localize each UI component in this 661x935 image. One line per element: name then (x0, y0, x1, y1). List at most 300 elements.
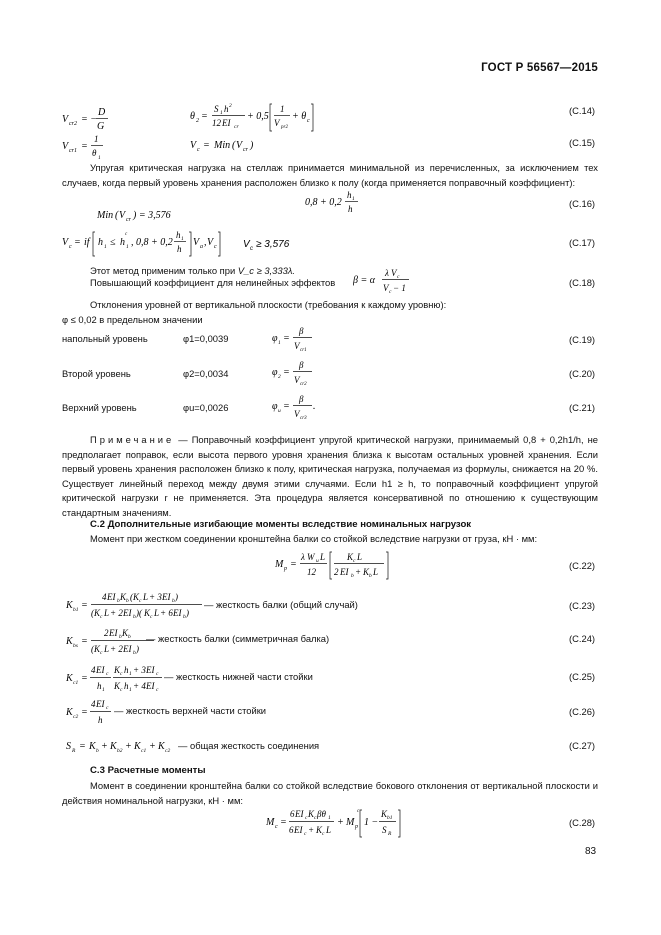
eq-number-c22: (С.22) (569, 560, 596, 571)
svg-text:EI: EI (146, 681, 155, 691)
svg-text:1 −: 1 − (364, 817, 379, 828)
level-value-floor: φ1=0,0039 (183, 333, 229, 344)
eq-number-c21: (С.21) (569, 402, 596, 413)
svg-text:.: . (313, 401, 316, 412)
svg-text:=: = (79, 741, 86, 752)
desc-c26: — жесткость верхней части стойки (114, 705, 267, 716)
svg-text:) = 3,576: ) = 3,576 (133, 210, 171, 221)
paragraph-elastic-load (62, 161, 598, 190)
svg-text:(: ( (91, 608, 94, 618)
svg-text:cr: cr (243, 147, 248, 153)
svg-text:=: = (283, 367, 290, 378)
svg-text:K: K (66, 673, 73, 684)
svg-text:βθ: βθ (317, 809, 326, 819)
svg-text:1: 1 (126, 244, 129, 250)
svg-text:V: V (243, 239, 250, 250)
formula-c28 (266, 806, 406, 843)
formula-c17-right (243, 236, 303, 255)
formula-c18 (353, 266, 423, 299)
svg-text:K: K (363, 567, 370, 577)
svg-text:EI: EI (295, 809, 304, 819)
svg-text:b1: b1 (73, 607, 79, 613)
formula-c17-left-graphic (62, 228, 222, 260)
svg-text:b: b (133, 614, 136, 620)
svg-text:V: V (236, 140, 243, 151)
svg-text:(: ( (232, 140, 236, 151)
svg-text:K: K (94, 608, 101, 618)
svg-text:(: ( (91, 644, 94, 654)
svg-text:+ 2: + 2 (110, 644, 123, 654)
svg-text:b1: b1 (387, 815, 393, 821)
formula-c25-graphic (66, 662, 176, 696)
svg-text:G: G (97, 121, 105, 132)
svg-text:=: = (283, 401, 290, 412)
svg-text:θ: θ (190, 111, 195, 122)
svg-text:+ 3: + 3 (133, 665, 146, 675)
svg-text:=: = (290, 559, 297, 570)
formula-c15-left-graphic (62, 133, 112, 163)
svg-text:2: 2 (104, 628, 109, 638)
svg-text:c: c (397, 274, 400, 280)
svg-text:(: ( (130, 592, 133, 602)
svg-text:EI: EI (146, 665, 155, 675)
svg-text:K: K (120, 592, 127, 602)
svg-text:c: c (305, 815, 308, 821)
svg-text:c: c (322, 831, 325, 837)
svg-text:1: 1 (181, 236, 184, 242)
svg-text:=: = (81, 636, 88, 647)
svg-text:EI: EI (107, 592, 116, 602)
svg-text:+: + (101, 741, 108, 752)
note (62, 433, 598, 521)
svg-text:c: c (389, 289, 392, 295)
svg-text:K: K (133, 592, 140, 602)
svg-text:EI: EI (109, 628, 118, 638)
formula-c16-right-graphic (305, 190, 365, 220)
svg-text:V: V (274, 118, 280, 128)
svg-text:c: c (69, 244, 72, 250)
svg-text:2: 2 (196, 118, 199, 124)
moment-design-text: Момент в соединении кронштейна балки со стойкой вследствие бокового отклонения от вертикальной плоскости и действия номинальной нагрузки, кН · мм: (62, 780, 598, 806)
svg-text:h: h (97, 681, 102, 691)
svg-text:=: = (203, 140, 210, 151)
formula-c16-right (305, 190, 365, 223)
svg-text:R: R (388, 831, 392, 837)
svg-text:M: M (275, 559, 284, 570)
svg-text:12: 12 (212, 118, 221, 128)
svg-text:V: V (294, 409, 300, 419)
svg-text:+: + (355, 567, 362, 577)
svg-text:cr1: cr1 (69, 148, 77, 154)
level-label-top: Верхний уровень (62, 402, 137, 413)
formula-c19-graphic (272, 324, 322, 354)
svg-text:=: = (201, 111, 208, 122)
svg-text:L: L (357, 552, 363, 562)
svg-text:0,8 + 0,2: 0,8 + 0,2 (305, 197, 342, 208)
section-heading-c3: С.3 Расчетные моменты (90, 765, 206, 776)
eq-number-c26: (С.26) (569, 706, 596, 717)
svg-text:+ 6: + 6 (160, 608, 173, 618)
svg-text:, 0,8 + 0,2: , 0,8 + 0,2 (131, 237, 173, 248)
svg-text:= −: = − (81, 114, 97, 125)
svg-text:4: 4 (102, 592, 107, 602)
svg-text:cr: cr (126, 217, 131, 223)
formula-c25 (66, 662, 176, 699)
svg-text:L: L (373, 567, 379, 577)
svg-text:h: h (347, 190, 352, 200)
svg-text:)(: )( (136, 608, 142, 618)
svg-text:b: b (172, 598, 175, 604)
svg-text:c: c (100, 614, 103, 620)
svg-text:cr: cr (234, 124, 239, 130)
svg-text:=: = (283, 333, 290, 344)
svg-text:K: K (308, 809, 315, 819)
svg-text:h: h (348, 204, 353, 214)
svg-text:cr2: cr2 (69, 121, 77, 127)
svg-text:h: h (177, 244, 182, 254)
svg-text:V: V (383, 283, 389, 293)
svg-text:h: h (120, 237, 125, 248)
svg-text:p: p (355, 824, 358, 830)
svg-text:V: V (207, 237, 214, 248)
svg-text:EI: EI (123, 644, 132, 654)
svg-text:φ: φ (272, 333, 278, 344)
svg-text:cr1: cr1 (300, 348, 307, 353)
svg-text:+: + (337, 817, 344, 828)
svg-text:R: R (72, 748, 76, 754)
svg-text:V: V (294, 375, 300, 385)
formula-c14-left-graphic (62, 104, 122, 134)
svg-text:c: c (120, 671, 123, 677)
svg-text:+: + (149, 741, 156, 752)
desc-c24: — жесткость балки (симметричная балка) (146, 633, 330, 644)
svg-text:β = α: β = α (353, 275, 375, 286)
nonlinear-coef-label: Повышающий коэффициент для нелинейных эффектов (90, 277, 336, 288)
svg-text:Min: Min (97, 210, 114, 221)
svg-text:c: c (150, 614, 153, 620)
svg-text:1: 1 (104, 244, 107, 250)
eq-number-c25: (С.25) (569, 671, 596, 682)
eq-number-c28: (С.28) (569, 817, 596, 828)
svg-text:+: + (125, 741, 132, 752)
svg-text:b: b (183, 614, 186, 620)
formula-c16-left-graphic (97, 207, 177, 223)
svg-text:1: 1 (129, 671, 132, 677)
svg-text:p: p (284, 566, 287, 572)
svg-text:1: 1 (278, 340, 281, 346)
formula-c14-right-graphic (190, 100, 320, 134)
svg-text:bs: bs (73, 643, 78, 649)
svg-text:+ 3: + 3 (149, 592, 162, 602)
svg-text:V: V (62, 141, 69, 152)
method-applicability (90, 265, 295, 277)
svg-text:≥ 3,576: ≥ 3,576 (256, 239, 290, 250)
deviation-requirement: Отклонения уровней от вертикальной плоскости (требования к каждому уровню): (90, 299, 447, 310)
svg-text:1: 1 (98, 155, 101, 161)
svg-text:c: c (307, 118, 310, 124)
svg-text:=: = (81, 707, 88, 718)
svg-text:6: 6 (290, 809, 295, 819)
svg-text:c: c (125, 232, 128, 237)
svg-text:θ: θ (92, 148, 97, 158)
svg-text:4: 4 (91, 665, 96, 675)
svg-text:c: c (120, 687, 123, 693)
paragraph-elastic-load-text: Упругая критическая нагрузка на стеллаж принимается минимальной из перечисленных, за исключением тех случаев, когда первый уровень хранения расположен близко к полу (когда применяется поправочный коэффициент): (62, 162, 598, 188)
svg-text:S: S (382, 825, 387, 835)
svg-text:b: b (117, 598, 120, 604)
svg-text:6: 6 (289, 825, 294, 835)
svg-text:K: K (89, 741, 96, 752)
method-condition: V_c ≥ 3,333λ. (237, 265, 296, 276)
svg-text:(: ( (115, 210, 119, 221)
level-label-second: Второй уровень (62, 368, 131, 379)
svg-text:φ: φ (272, 401, 278, 412)
svg-text:c: c (106, 671, 109, 677)
svg-text:c: c (139, 598, 142, 604)
note-text: — Поправочный коэффициент упругой критической нагрузки, принимаемый 0,8 + 0,2h1/h, не предполагает поправок, если высота первого уровня хранения близка к высотам остальных уровней хранения. Если первый уровень хранения расположен близко к полу, критическая нагрузка, получаемая из формулы, снижается на 20 %. Существует линейный переход между двумя этими случаями. Если h1 ≥ h, то поправочный коэффициент упругой критической нагрузки r не применяется. Эта процедура является консервативной по отношению к существующим стандартным значениям. (62, 434, 599, 518)
formula-c15-right (190, 138, 270, 157)
formula-c20 (272, 358, 322, 391)
svg-text:K: K (114, 665, 121, 675)
deviation-limit: φ ≤ 0,02 в предельном значении (62, 314, 203, 325)
level-value-second: φ2=0,0034 (183, 368, 229, 379)
svg-text:EI: EI (96, 665, 105, 675)
svg-text:+ θ: + θ (292, 111, 307, 122)
formula-c14-right (190, 100, 320, 137)
svg-text:EI: EI (222, 118, 231, 128)
formula-c22 (275, 549, 395, 584)
svg-text:EI: EI (340, 567, 349, 577)
svg-text:+: + (308, 825, 315, 835)
svg-text:c: c (314, 815, 317, 821)
svg-text:): ) (186, 608, 189, 618)
svg-text:β: β (299, 394, 304, 404)
svg-text:L: L (326, 825, 332, 835)
eq-number-c17: (С.17) (569, 237, 596, 248)
svg-text:M: M (266, 817, 275, 828)
svg-text:K: K (114, 681, 121, 691)
svg-text:1: 1 (352, 196, 355, 202)
svg-text:S: S (214, 104, 219, 114)
svg-text:φ: φ (272, 367, 278, 378)
svg-text:c: c (197, 147, 200, 153)
formula-c15-right-graphic (190, 138, 270, 154)
svg-text:W: W (307, 552, 315, 562)
svg-text:L: L (104, 608, 110, 618)
svg-text:K: K (134, 741, 141, 752)
svg-text:2: 2 (278, 374, 281, 380)
svg-text:EI: EI (96, 699, 105, 709)
svg-text:K: K (144, 608, 151, 618)
svg-text:1: 1 (328, 815, 331, 821)
svg-text:V: V (62, 114, 69, 125)
eq-number-c18: (С.18) (569, 277, 596, 288)
svg-text:K: K (381, 809, 388, 819)
formula-c20-graphic (272, 358, 322, 388)
svg-text:h: h (176, 230, 181, 240)
svg-text:+ 4: + 4 (133, 681, 146, 691)
svg-text:cr3: cr3 (300, 416, 307, 421)
svg-text:12: 12 (307, 567, 316, 577)
formula-c28-graphic (266, 806, 406, 840)
svg-text:h: h (224, 104, 229, 114)
eq-number-c23: (С.23) (569, 600, 596, 611)
page-number: 83 (585, 846, 597, 857)
svg-text:K: K (110, 741, 117, 752)
desc-c25: — жесткость нижней части стойки (164, 671, 313, 682)
svg-text:L: L (104, 644, 110, 654)
svg-text:D: D (98, 107, 106, 118)
svg-text:if: if (84, 237, 90, 248)
svg-text:b: b (126, 598, 129, 604)
svg-text:c: c (106, 705, 109, 711)
svg-text:L: L (154, 608, 160, 618)
svg-text:V: V (190, 140, 197, 151)
svg-text:V: V (62, 237, 69, 248)
formula-c23-graphic (66, 589, 206, 623)
svg-text:K: K (122, 628, 129, 638)
svg-text:V: V (294, 341, 300, 351)
svg-text:+ 0,5: + 0,5 (247, 111, 269, 122)
svg-text:2: 2 (334, 567, 339, 577)
eq-number-c14: (С.14) (569, 105, 596, 116)
svg-text:c1: c1 (141, 748, 147, 754)
svg-text:EI: EI (173, 608, 182, 618)
svg-text:L: L (320, 552, 326, 562)
svg-text:=: = (81, 673, 88, 684)
svg-text:,: , (204, 237, 207, 248)
method-applicability-text: Этот метод применим только при (90, 265, 236, 276)
formula-c17-right-graphic (243, 236, 303, 252)
svg-text:K: K (66, 636, 73, 647)
svg-text:=: = (81, 600, 88, 611)
svg-text:c2: c2 (165, 748, 171, 754)
svg-text:K: K (94, 644, 101, 654)
svg-text:u: u (278, 408, 281, 414)
svg-text:h: h (98, 715, 103, 725)
formula-c21-graphic (272, 392, 324, 422)
svg-text:V: V (119, 210, 126, 221)
svg-text:c2: c2 (73, 714, 79, 720)
svg-text:): ) (250, 140, 254, 151)
svg-text:c: c (100, 650, 103, 656)
formula-c21 (272, 392, 324, 425)
svg-text:K: K (66, 600, 73, 611)
eq-number-c24: (С.24) (569, 633, 596, 644)
formula-c18-graphic (353, 266, 423, 296)
svg-text:≤: ≤ (110, 237, 116, 248)
svg-text:cr2: cr2 (300, 382, 307, 387)
formula-c23 (66, 589, 206, 626)
moment-design-paragraph (62, 779, 598, 808)
svg-text:=: = (74, 237, 81, 248)
eq-number-c27: (С.27) (569, 740, 596, 751)
svg-text:1: 1 (220, 110, 223, 116)
level-label-floor: напольный уровень (62, 333, 148, 344)
svg-text:β: β (299, 326, 304, 336)
formula-c16-left (97, 207, 177, 226)
svg-text:b: b (369, 573, 372, 579)
svg-text:1: 1 (102, 687, 105, 693)
desc-c23: — жесткость балки (общий случай) (204, 599, 358, 610)
note-label: Примечание (90, 434, 175, 445)
svg-text:1: 1 (280, 104, 285, 114)
eq-number-c19: (С.19) (569, 334, 596, 345)
svg-text:b: b (128, 634, 131, 640)
svg-text:L: L (143, 592, 149, 602)
formula-c26 (66, 696, 116, 733)
svg-text:EI: EI (162, 592, 171, 602)
svg-text:): ) (175, 592, 178, 602)
svg-text:h: h (124, 665, 129, 675)
moment-rigid-text: Момент при жестком соединении кронштейна балки со стойкой вследствие нагрузки от груза, кН · мм: (90, 533, 538, 544)
svg-text:b: b (133, 650, 136, 656)
svg-text:h: h (98, 237, 103, 248)
svg-text:c: c (357, 809, 360, 814)
svg-text:V: V (391, 268, 397, 278)
svg-text:K: K (66, 707, 73, 718)
formula-c22-graphic (275, 549, 395, 581)
formula-c17-left (62, 228, 222, 263)
svg-text:): ) (136, 644, 139, 654)
svg-text:c: c (275, 824, 278, 830)
svg-text:β: β (299, 360, 304, 370)
svg-text:u: u (316, 558, 319, 564)
svg-text:c: c (353, 558, 356, 564)
svg-text:1: 1 (129, 687, 132, 693)
svg-text:λ: λ (385, 268, 389, 278)
svg-text:1: 1 (94, 134, 99, 144)
svg-text:c: c (156, 687, 159, 693)
svg-text:+ 2: + 2 (110, 608, 123, 618)
svg-text:c: c (156, 671, 159, 677)
svg-text:=: = (81, 141, 88, 152)
desc-c27: — общая жесткость соединения (178, 740, 320, 751)
formula-c19 (272, 324, 322, 357)
svg-text:c: c (250, 246, 253, 252)
eq-number-c16: (С.16) (569, 198, 596, 209)
svg-text:− 1: − 1 (393, 283, 406, 293)
svg-text:EI: EI (123, 608, 132, 618)
svg-text:pr2: pr2 (281, 125, 288, 130)
svg-text:V: V (193, 237, 200, 248)
svg-text:K: K (158, 741, 165, 752)
formula-c26-graphic (66, 696, 116, 730)
eq-number-c20: (С.20) (569, 368, 596, 379)
svg-text:4: 4 (91, 699, 96, 709)
svg-text:c: c (304, 831, 307, 837)
svg-text:c: c (214, 244, 217, 250)
eq-number-c15: (С.15) (569, 137, 596, 148)
svg-text:S: S (66, 741, 71, 752)
svg-text:b: b (96, 748, 99, 754)
svg-text:a: a (200, 244, 203, 250)
svg-text:h: h (124, 681, 129, 691)
svg-text:K: K (347, 552, 354, 562)
svg-text:M: M (346, 817, 355, 828)
svg-text:K: K (316, 825, 323, 835)
svg-text:b: b (119, 634, 122, 640)
svg-text:Min: Min (214, 140, 231, 151)
document-title: ГОСТ Р 56567—2015 (481, 62, 598, 74)
svg-text:b2: b2 (117, 748, 123, 754)
level-value-top: φu=0,0026 (183, 402, 229, 413)
svg-text:EI: EI (294, 825, 303, 835)
svg-text:2: 2 (229, 103, 232, 109)
svg-text:c1: c1 (73, 680, 79, 686)
svg-text:b: b (351, 573, 354, 579)
svg-text:λ: λ (301, 552, 305, 562)
